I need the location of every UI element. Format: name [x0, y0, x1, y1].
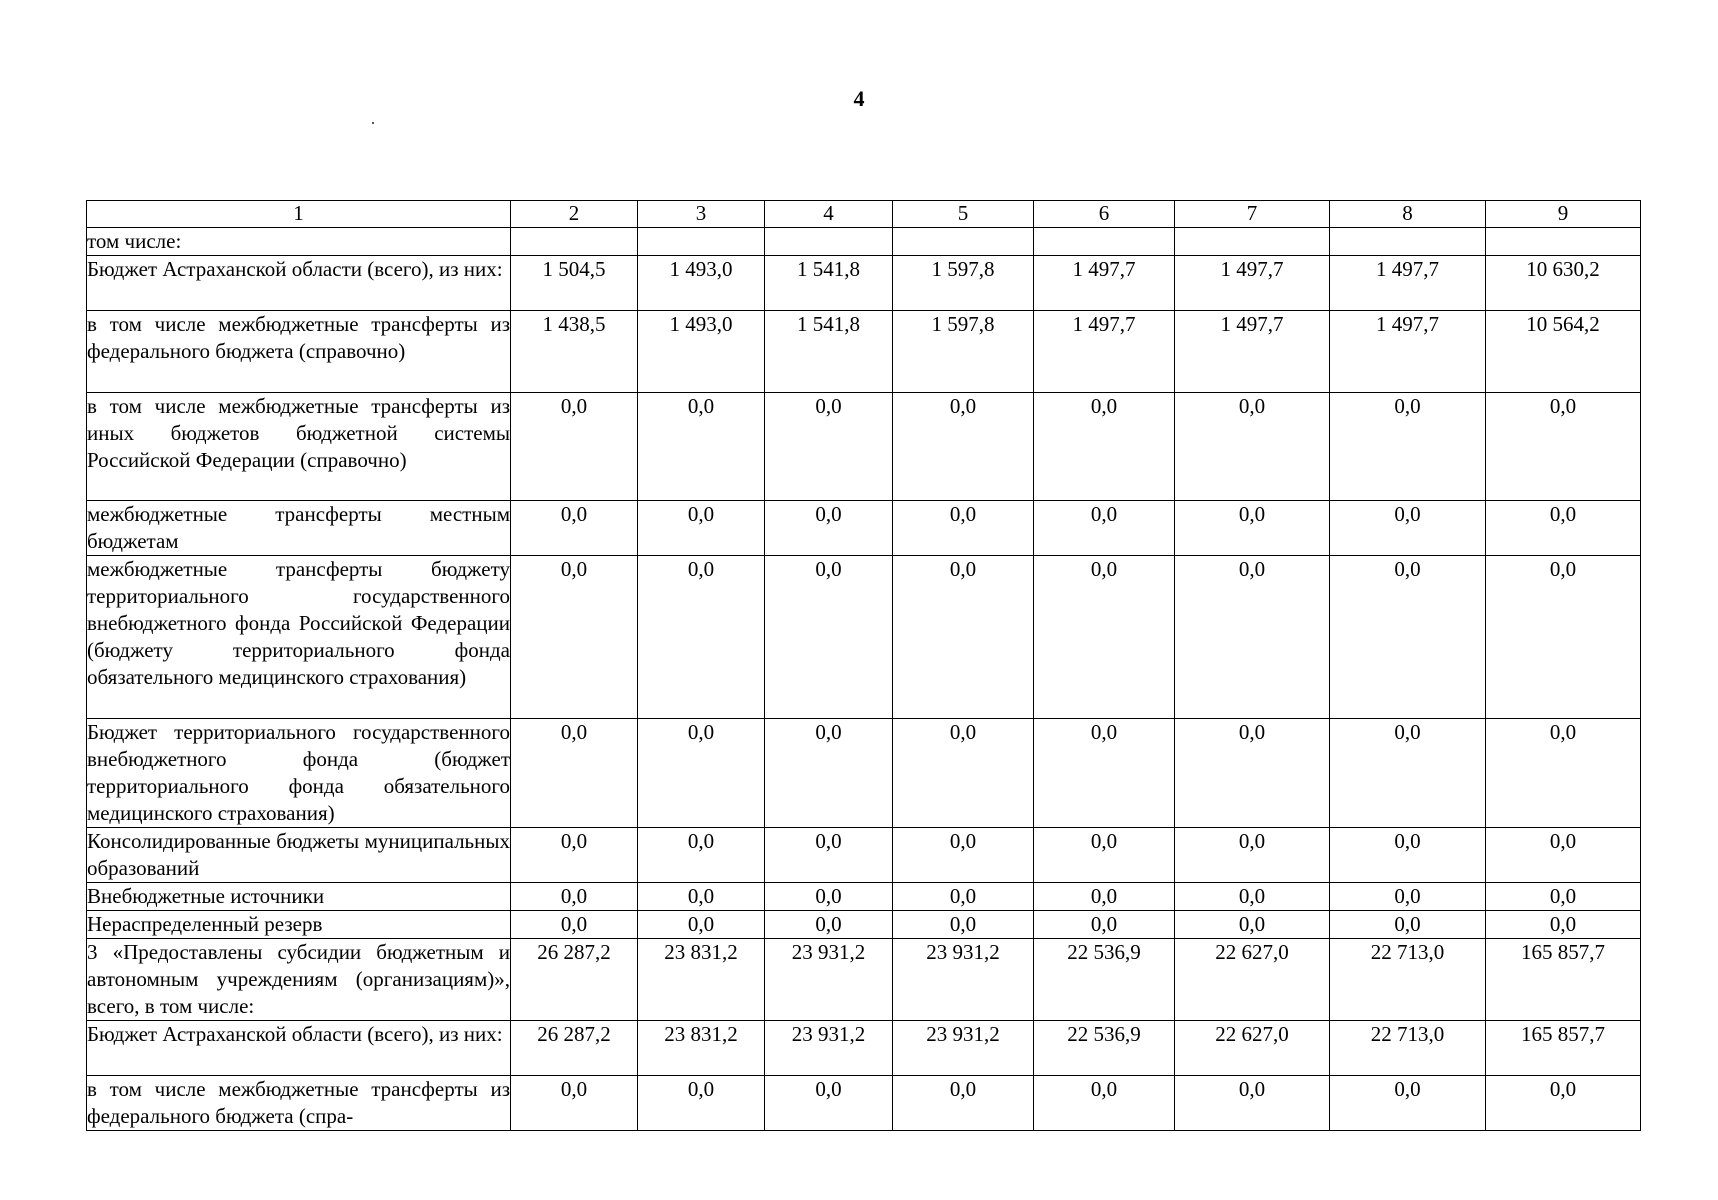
value-cell-col-6: 1 497,7	[1034, 256, 1175, 311]
value-cell-col-3: 23 831,2	[638, 939, 765, 1021]
value-cell-col-2: 26 287,2	[511, 939, 638, 1021]
table-row	[87, 828, 1641, 883]
table-row	[87, 256, 1641, 311]
value-cell-col-7: 0,0	[1175, 911, 1330, 939]
table-header-row	[87, 201, 1641, 228]
value-cell-col-5: 1 597,8	[893, 256, 1034, 311]
value-cell-col-8: 22 713,0	[1330, 1021, 1486, 1076]
value-cell-col-9: 0,0	[1486, 911, 1641, 939]
value-cell-col-6: 0,0	[1034, 501, 1175, 556]
column-header-4: 4	[765, 201, 893, 228]
row-label: Внебюджетные источники	[87, 883, 511, 911]
value-cell-col-6: 22 536,9	[1034, 939, 1175, 1021]
value-cell-col-6: 22 536,9	[1034, 1021, 1175, 1076]
value-cell-col-9: 0,0	[1486, 1076, 1641, 1131]
row-label: в том числе межбюджетные трансферты из федерального бюджета (справочно)	[87, 311, 511, 393]
value-cell-col-4: 0,0	[765, 911, 893, 939]
column-header-6: 6	[1034, 201, 1175, 228]
value-cell-col-4: 23 931,2	[765, 1021, 893, 1076]
value-cell-col-9: 10 630,2	[1486, 256, 1641, 311]
value-cell-col-2: 26 287,2	[511, 1021, 638, 1076]
value-cell-col-2: 1 438,5	[511, 311, 638, 393]
value-cell-col-6: 1 497,7	[1034, 311, 1175, 393]
value-cell-col-4: 1 541,8	[765, 256, 893, 311]
value-cell-col-3: 0,0	[638, 1076, 765, 1131]
table-row	[87, 228, 1641, 256]
table-row	[87, 939, 1641, 1021]
table-row	[87, 883, 1641, 911]
value-cell-col-4: 0,0	[765, 1076, 893, 1131]
row-label: том числе:	[87, 228, 511, 256]
value-cell-col-4: 0,0	[765, 883, 893, 911]
value-cell-col-2: 0,0	[511, 828, 638, 883]
column-header-1: 1	[87, 201, 511, 228]
value-cell-col-5: 0,0	[893, 393, 1034, 501]
value-cell-col-5: 23 931,2	[893, 939, 1034, 1021]
value-cell-col-3: 0,0	[638, 556, 765, 719]
value-cell-col-7: 0,0	[1175, 1076, 1330, 1131]
value-cell-col-5	[893, 228, 1034, 256]
value-cell-col-9	[1486, 228, 1641, 256]
value-cell-col-7: 22 627,0	[1175, 1021, 1330, 1076]
value-cell-col-9: 0,0	[1486, 719, 1641, 828]
value-cell-col-4: 0,0	[765, 828, 893, 883]
table-row	[87, 1076, 1641, 1131]
value-cell-col-5: 0,0	[893, 828, 1034, 883]
value-cell-col-6: 0,0	[1034, 719, 1175, 828]
value-cell-col-5: 0,0	[893, 911, 1034, 939]
value-cell-col-3: 0,0	[638, 883, 765, 911]
value-cell-col-9: 165 857,7	[1486, 939, 1641, 1021]
value-cell-col-9: 0,0	[1486, 556, 1641, 719]
value-cell-col-5: 0,0	[893, 1076, 1034, 1131]
value-cell-col-8: 0,0	[1330, 883, 1486, 911]
value-cell-col-6: 0,0	[1034, 393, 1175, 501]
value-cell-col-3: 0,0	[638, 719, 765, 828]
value-cell-col-4	[765, 228, 893, 256]
row-label: 3 «Предоставлены субсидии бюджетным и автономным учреждениям (организациям)», всего, в том числе:	[87, 939, 511, 1021]
value-cell-col-8: 1 497,7	[1330, 311, 1486, 393]
value-cell-col-2	[511, 228, 638, 256]
row-label: Бюджет территориального государственного внебюджетного фонда (бюджет территориального фонда обязательного медицинского страхования)	[87, 719, 511, 828]
value-cell-col-6: 0,0	[1034, 883, 1175, 911]
value-cell-col-5: 1 597,8	[893, 311, 1034, 393]
table-row	[87, 556, 1641, 719]
value-cell-col-4: 0,0	[765, 501, 893, 556]
table-row	[87, 911, 1641, 939]
value-cell-col-7: 22 627,0	[1175, 939, 1330, 1021]
value-cell-col-6: 0,0	[1034, 556, 1175, 719]
value-cell-col-2: 0,0	[511, 393, 638, 501]
row-label: в том числе межбюджетные трансферты из иных бюджетов бюджетной системы Российской Федерации (справочно)	[87, 393, 511, 501]
value-cell-col-9: 0,0	[1486, 883, 1641, 911]
value-cell-col-2: 0,0	[511, 911, 638, 939]
value-cell-col-7: 1 497,7	[1175, 256, 1330, 311]
value-cell-col-5: 0,0	[893, 719, 1034, 828]
value-cell-col-2: 0,0	[511, 556, 638, 719]
value-cell-col-7: 0,0	[1175, 393, 1330, 501]
value-cell-col-9: 0,0	[1486, 828, 1641, 883]
value-cell-col-8: 0,0	[1330, 556, 1486, 719]
value-cell-col-9: 10 564,2	[1486, 311, 1641, 393]
value-cell-col-6: 0,0	[1034, 911, 1175, 939]
value-cell-col-3: 0,0	[638, 828, 765, 883]
value-cell-col-2: 1 504,5	[511, 256, 638, 311]
column-header-8: 8	[1330, 201, 1486, 228]
value-cell-col-8: 0,0	[1330, 911, 1486, 939]
value-cell-col-4: 23 931,2	[765, 939, 893, 1021]
value-cell-col-2: 0,0	[511, 719, 638, 828]
value-cell-col-8: 0,0	[1330, 719, 1486, 828]
value-cell-col-3: 1 493,0	[638, 256, 765, 311]
value-cell-col-9: 0,0	[1486, 501, 1641, 556]
value-cell-col-9: 0,0	[1486, 393, 1641, 501]
budget-table	[86, 200, 1641, 1131]
value-cell-col-3: 0,0	[638, 501, 765, 556]
value-cell-col-6	[1034, 228, 1175, 256]
row-label: в том числе межбюджетные трансферты из федерального бюджета (спра-	[87, 1076, 511, 1131]
value-cell-col-4: 0,0	[765, 393, 893, 501]
value-cell-col-7: 0,0	[1175, 883, 1330, 911]
column-header-5: 5	[893, 201, 1034, 228]
table-row	[87, 311, 1641, 393]
table-row	[87, 501, 1641, 556]
column-header-9: 9	[1486, 201, 1641, 228]
value-cell-col-7: 1 497,7	[1175, 311, 1330, 393]
value-cell-col-7	[1175, 228, 1330, 256]
column-header-7: 7	[1175, 201, 1330, 228]
column-header-3: 3	[638, 201, 765, 228]
scan-speck	[372, 122, 374, 124]
value-cell-col-4: 0,0	[765, 719, 893, 828]
value-cell-col-4: 0,0	[765, 556, 893, 719]
value-cell-col-5: 0,0	[893, 883, 1034, 911]
table-row	[87, 393, 1641, 501]
value-cell-col-8: 22 713,0	[1330, 939, 1486, 1021]
row-label: межбюджетные трансферты местным бюджетам	[87, 501, 511, 556]
value-cell-col-8: 0,0	[1330, 828, 1486, 883]
value-cell-col-3: 1 493,0	[638, 311, 765, 393]
value-cell-col-3: 0,0	[638, 911, 765, 939]
column-header-2: 2	[511, 201, 638, 228]
table-row	[87, 1021, 1641, 1076]
value-cell-col-2: 0,0	[511, 883, 638, 911]
value-cell-col-5: 0,0	[893, 501, 1034, 556]
value-cell-col-6: 0,0	[1034, 828, 1175, 883]
value-cell-col-7: 0,0	[1175, 556, 1330, 719]
value-cell-col-7: 0,0	[1175, 828, 1330, 883]
value-cell-col-5: 0,0	[893, 556, 1034, 719]
value-cell-col-2: 0,0	[511, 501, 638, 556]
value-cell-col-2: 0,0	[511, 1076, 638, 1131]
value-cell-col-9: 165 857,7	[1486, 1021, 1641, 1076]
row-label: Бюджет Астраханской области (всего), из них:	[87, 256, 511, 311]
value-cell-col-8: 0,0	[1330, 501, 1486, 556]
value-cell-col-8: 0,0	[1330, 393, 1486, 501]
value-cell-col-5: 23 931,2	[893, 1021, 1034, 1076]
value-cell-col-3	[638, 228, 765, 256]
value-cell-col-8: 0,0	[1330, 1076, 1486, 1131]
value-cell-col-4: 1 541,8	[765, 311, 893, 393]
row-label: Консолидированные бюджеты муниципальных образований	[87, 828, 511, 883]
value-cell-col-7: 0,0	[1175, 501, 1330, 556]
value-cell-col-8	[1330, 228, 1486, 256]
value-cell-col-7: 0,0	[1175, 719, 1330, 828]
row-label: межбюджетные трансферты бюджету территориального государственного внебюджетного фонда Российской Федерации (бюджету территориального фонда обязательного медицинского страхования)	[87, 556, 511, 719]
row-label: Бюджет Астраханской области (всего), из них:	[87, 1021, 511, 1076]
table-row	[87, 719, 1641, 828]
row-label: Нераспределенный резерв	[87, 911, 511, 939]
page-number: 4	[853, 86, 865, 111]
value-cell-col-3: 0,0	[638, 393, 765, 501]
value-cell-col-6: 0,0	[1034, 1076, 1175, 1131]
value-cell-col-3: 23 831,2	[638, 1021, 765, 1076]
value-cell-col-8: 1 497,7	[1330, 256, 1486, 311]
